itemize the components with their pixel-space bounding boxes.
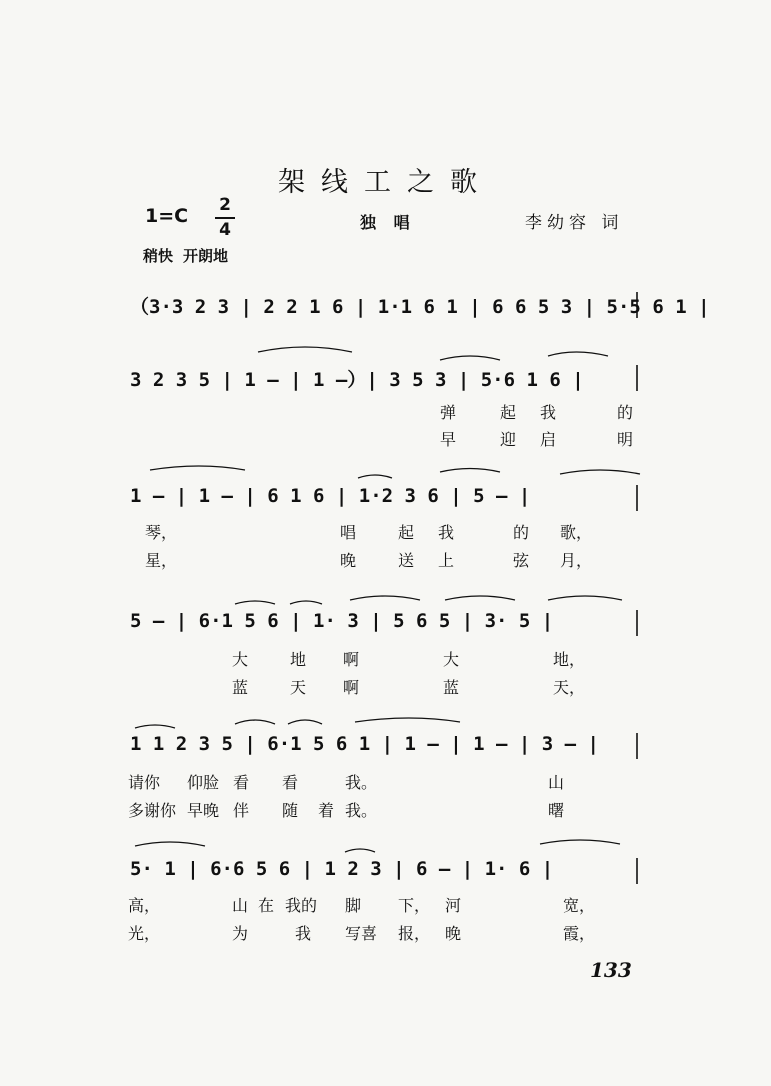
lyric-l6-v2-3: 写喜 — [345, 924, 378, 943]
lyric-l4-v1-1: 地 — [290, 650, 307, 669]
lyric-l5-v1-3: 看 — [282, 773, 299, 792]
lyric-l4-v2-2: 啊 — [343, 678, 360, 697]
lyric-l2-v1-0: 弹 — [440, 403, 457, 422]
lyric-l5-v1-4: 我。 — [345, 773, 378, 792]
slur-line3-c — [440, 469, 500, 473]
lyric-l3-v1-5: 歌， — [560, 523, 593, 542]
slur-line2-c — [548, 352, 608, 356]
slur-line4-d — [445, 596, 515, 600]
performance-mode: 独 唱 — [360, 213, 416, 232]
slur-line4-e — [548, 596, 622, 600]
lyric-l2-v2-2: 启 — [540, 430, 557, 449]
song-title: 架线工之歌 — [278, 167, 493, 198]
score-line-1: （3·3 2 3 | 2 2 1 6 | 1·1 6 1 | 6 6 5 3 | 5·5 6 1 | — [130, 296, 710, 318]
slur-line5-d — [355, 718, 460, 722]
lyric-l2-v2-0: 早 — [440, 430, 457, 449]
lyric-l5-v1-1: 仰脸 — [187, 773, 220, 792]
score-line-3: 1 — | 1 — | 6 1 6 | 1·2 3 6 | 5 — | — [130, 485, 531, 507]
slur-line3-b — [358, 475, 392, 478]
lyric-l2-v1-2: 我 — [540, 403, 557, 422]
tempo-word-2: 开朗地 — [183, 247, 229, 265]
lyric-l3-v2-5: 月， — [560, 551, 593, 570]
lyric-l3-v1-4: 的 — [513, 523, 530, 542]
lyric-l3-v2-1: 晚 — [340, 551, 357, 570]
lyric-l4-v2-1: 天 — [290, 678, 307, 697]
slur-line2-b — [440, 356, 500, 360]
slur-line6-b — [345, 849, 375, 852]
lyric-l3-v2-0: 星， — [145, 551, 178, 570]
slur-line6-c — [540, 840, 620, 844]
score-line-5: 1 1 2 3 5 | 6·1 5 6 1 | 1 — | 1 — | 3 — | — [130, 733, 599, 755]
lyric-l2-v1-3: 的 — [617, 403, 634, 422]
lyric-l5-v1-2: 看 — [233, 773, 250, 792]
lyric-l4-v1-3: 大 — [443, 650, 460, 669]
lyric-l6-v2-1: 为 — [232, 924, 249, 943]
lyric-l5-v1-5: 山 — [548, 773, 565, 792]
lyric-l6-v2-4: 报， — [398, 924, 431, 943]
score-line-4: 5 — | 6·1 5 6 | 1· 3 | 5 6 5 | 3· 5 | — [130, 610, 554, 632]
slur-line4-c — [350, 596, 420, 600]
slur-line3-a — [150, 466, 245, 470]
lyric-l6-v2-2: 我 — [295, 924, 312, 943]
lyric-l4-v1-0: 大 — [232, 650, 249, 669]
slur-line2-a — [258, 347, 352, 352]
lyric-l5-v2-2: 伴 — [233, 801, 250, 820]
lyric-l6-v1-3: 我的 — [285, 896, 318, 915]
lyric-l4-v2-4: 天， — [553, 678, 586, 697]
lyric-l5-v2-6: 曙 — [548, 801, 565, 820]
time-signature-top: 2 — [219, 195, 231, 215]
lyric-l6-v2-6: 霞， — [563, 924, 596, 943]
lyric-l3-v2-3: 上 — [438, 551, 455, 570]
lyric-l5-v2-4: 着 — [318, 801, 335, 820]
lyric-l6-v1-7: 宽， — [563, 896, 596, 915]
key-signature: 1=C — [145, 205, 189, 227]
lyric-l6-v2-5: 晚 — [445, 924, 462, 943]
slur-line4-b — [290, 601, 322, 604]
slur-line3-d — [560, 470, 640, 474]
lyric-l4-v2-3: 蓝 — [443, 678, 460, 697]
score-line-6: 5· 1 | 6·6 5 6 | 1 2 3 | 6 — | 1· 6 | — [130, 858, 554, 880]
lyric-l2-v2-3: 明 — [617, 430, 634, 449]
slur-line5-a — [135, 725, 175, 728]
slur-line6-a — [135, 842, 205, 846]
slur-line5-b — [235, 720, 275, 724]
tempo-word-1: 稍快 — [143, 247, 174, 265]
lyric-l6-v1-6: 河 — [445, 896, 462, 915]
lyric-l3-v2-4: 弦 — [513, 551, 530, 570]
lyricist-credit: 李幼容 词 — [525, 213, 624, 233]
lyric-l4-v1-4: 地， — [553, 650, 586, 669]
lyric-l3-v1-0: 琴， — [145, 523, 178, 542]
lyric-l3-v1-1: 唱 — [340, 523, 357, 542]
lyric-l6-v1-5: 下， — [398, 896, 431, 915]
lyric-l6-v2-0: 光， — [128, 924, 161, 943]
lyric-l6-v1-0: 高， — [128, 896, 161, 915]
lyric-l6-v1-2: 在 — [258, 896, 275, 915]
lyric-l5-v2-0: 多谢你 — [128, 801, 177, 820]
page-number: 133 — [590, 958, 632, 982]
lyric-l3-v1-3: 我 — [438, 523, 455, 542]
lyric-l5-v2-3: 随 — [282, 801, 299, 820]
time-signature-bottom: 4 — [219, 220, 231, 240]
lyric-l4-v2-0: 蓝 — [232, 678, 249, 697]
lyric-l6-v1-4: 脚 — [345, 896, 362, 915]
lyric-l2-v1-1: 起 — [500, 403, 517, 422]
lyric-l5-v2-5: 我。 — [345, 801, 378, 820]
lyric-l6-v1-1: 山 — [232, 896, 249, 915]
score-line-2: 3 2 3 5 | 1 — | 1 —）| 3 5 3 | 5·6 1 6 | — [130, 369, 584, 391]
slur-line5-c — [288, 720, 322, 724]
lyric-l5-v1-0: 请你 — [128, 773, 161, 792]
slur-line4-a — [235, 601, 275, 604]
lyric-l5-v2-1: 早晚 — [187, 801, 220, 820]
lyric-l3-v1-2: 起 — [398, 523, 415, 542]
lyric-l3-v2-2: 送 — [398, 551, 415, 570]
lyric-l2-v2-1: 迎 — [500, 430, 517, 449]
lyric-l4-v1-2: 啊 — [343, 650, 360, 669]
